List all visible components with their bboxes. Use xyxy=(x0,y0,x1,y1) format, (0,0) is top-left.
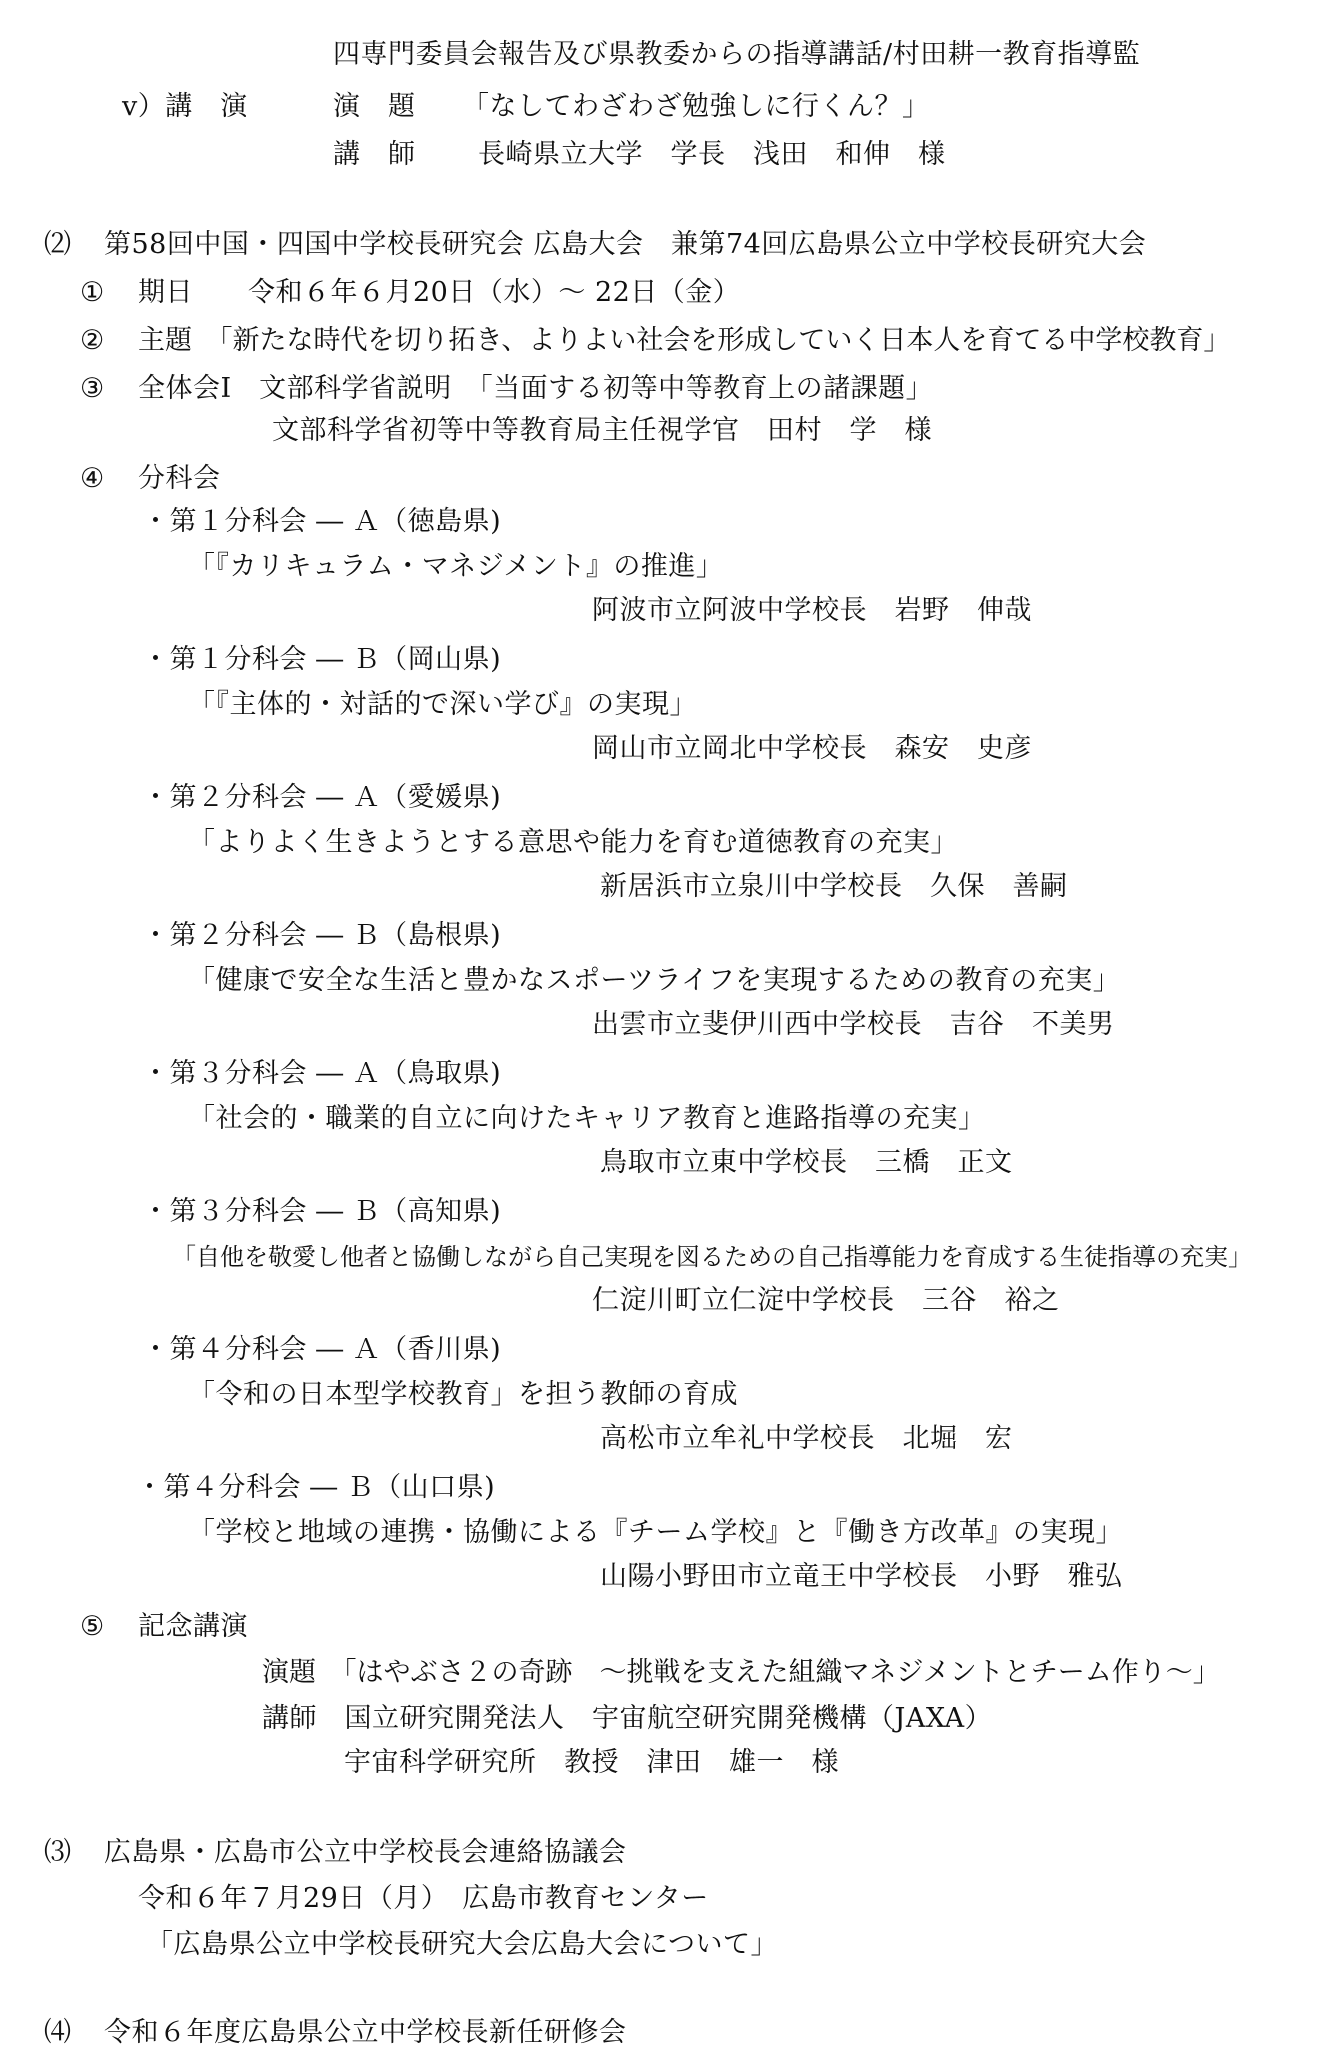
item5-number: ⑤ xyxy=(80,1611,105,1642)
section2-number: ⑵ xyxy=(44,229,72,260)
memorial-speaker-org: 講師 国立研究開発法人 宇宙航空研究開発機構（JAXA） xyxy=(262,1703,993,1734)
lecture-mark: v）講 演 xyxy=(122,91,248,122)
group-title: ・第２分科会 ― Ａ（愛媛県) xyxy=(142,782,502,813)
memorial-label: 記念講演 xyxy=(138,1611,248,1642)
plenary-speaker: 文部科学省初等中等教育局主任視学官 田村 学 様 xyxy=(272,415,932,446)
group-title: ・第４分科会 ― Ａ（香川県) xyxy=(142,1334,502,1365)
group-theme: 「令和の日本型学校教育」を担う教師の育成 xyxy=(188,1379,738,1410)
group-presenter: 新居浜市立泉川中学校長 久保 善嗣 xyxy=(600,871,1068,902)
lecture-title: 「なしてわざわざ勉強しに行くん？」 xyxy=(462,91,930,122)
plenary-session: 全体会Ⅰ 文部科学省説明 「当面する初等中等教育上の諸課題」 xyxy=(138,373,934,404)
item4-number: ④ xyxy=(80,463,105,494)
section3-date: 令和６年７月29日（月） 広島市教育センター xyxy=(138,1883,709,1914)
item3-number: ③ xyxy=(80,373,105,404)
lecturer-label: 講 師 xyxy=(333,139,416,170)
group-theme: 「『主体的・対話的で深い学び』の実現」 xyxy=(188,689,697,720)
group-theme: 「自他を敬愛し他者と協働しながら自己実現を図るための自己指導能力を育成する生徒指導の充実」 xyxy=(172,1243,1252,1271)
group-presenter: 鳥取市立東中学校長 三橋 正文 xyxy=(600,1147,1013,1178)
memorial-title: 演題 「はやぶさ２の奇跡 ～挑戦を支えた組織マネジメントとチーム作り～」 xyxy=(262,1657,1220,1688)
memorial-speaker-name: 宇宙科学研究所 教授 津田 雄一 様 xyxy=(344,1747,839,1778)
group-title: ・第１分科会 ― Ｂ（岡山県) xyxy=(142,644,502,675)
group-title: ・第４分科会 ― Ｂ（山口県) xyxy=(136,1472,496,1503)
group-theme: 「健康で安全な生活と豊かなスポーツライフを実現するための教育の充実」 xyxy=(188,965,1121,996)
group-theme: 「社会的・職業的自立に向けたキャリア教育と進路指導の充実」 xyxy=(188,1103,986,1134)
group-presenter: 阿波市立阿波中学校長 岩野 伸哉 xyxy=(592,595,1032,626)
section4-heading: 令和６年度広島県公立中学校長新任研修会 xyxy=(104,2017,627,2048)
section3-theme: 「広島県公立中学校長研究大会広島大会について」 xyxy=(146,1929,778,1960)
bunkakai-label: 分科会 xyxy=(138,463,221,494)
section4-number: ⑷ xyxy=(44,2017,72,2048)
group-presenter: 出雲市立斐伊川西中学校長 吉谷 不美男 xyxy=(592,1009,1115,1040)
section3-number: ⑶ xyxy=(44,1837,72,1868)
lecture-title-label: 演 題 xyxy=(333,91,416,122)
section2-heading: 第58回中国・四国中学校長研究会 広島大会 兼第74回広島県公立中学校長研究大会 xyxy=(104,229,1147,260)
item2-number: ② xyxy=(80,325,105,356)
section3-heading: 広島県・広島市公立中学校長会連絡協議会 xyxy=(104,1837,627,1868)
group-title: ・第２分科会 ― Ｂ（島根県) xyxy=(142,920,502,951)
committee-report-line: 四専門委員会報告及び県教委からの指導講話/村田耕一教育指導監 xyxy=(333,39,1141,70)
group-title: ・第１分科会 ― Ａ（徳島県) xyxy=(142,506,502,537)
group-theme: 「『カリキュラム・マネジメント』の推進」 xyxy=(188,551,724,582)
group-presenter: 岡山市立岡北中学校長 森安 史彦 xyxy=(592,733,1032,764)
conference-date: 期日 令和６年６月20日（水）～ 22日（金） xyxy=(138,277,741,308)
item1-number: ① xyxy=(80,277,105,308)
group-title: ・第３分科会 ― Ｂ（高知県) xyxy=(142,1196,502,1227)
group-presenter: 山陽小野田市立竜王中学校長 小野 雅弘 xyxy=(600,1561,1123,1592)
group-theme: 「よりよく生きようとする意思や能力を育む道徳教育の充実」 xyxy=(188,827,958,858)
group-presenter: 仁淀川町立仁淀中学校長 三谷 裕之 xyxy=(592,1285,1060,1316)
group-title: ・第３分科会 ― Ａ（鳥取県) xyxy=(142,1058,502,1089)
conference-theme: 主題 「新たな時代を切り拓き、よりよい社会を形成していく日本人を育てる中学校教育」 xyxy=(138,325,1231,356)
group-presenter: 高松市立牟礼中学校長 北堀 宏 xyxy=(600,1423,1013,1454)
lecturer-name: 長崎県立大学 学長 浅田 和伸 様 xyxy=(478,139,946,170)
group-theme: 「学校と地域の連携・協働による『チーム学校』と『働き方改革』の実現」 xyxy=(188,1517,1123,1548)
